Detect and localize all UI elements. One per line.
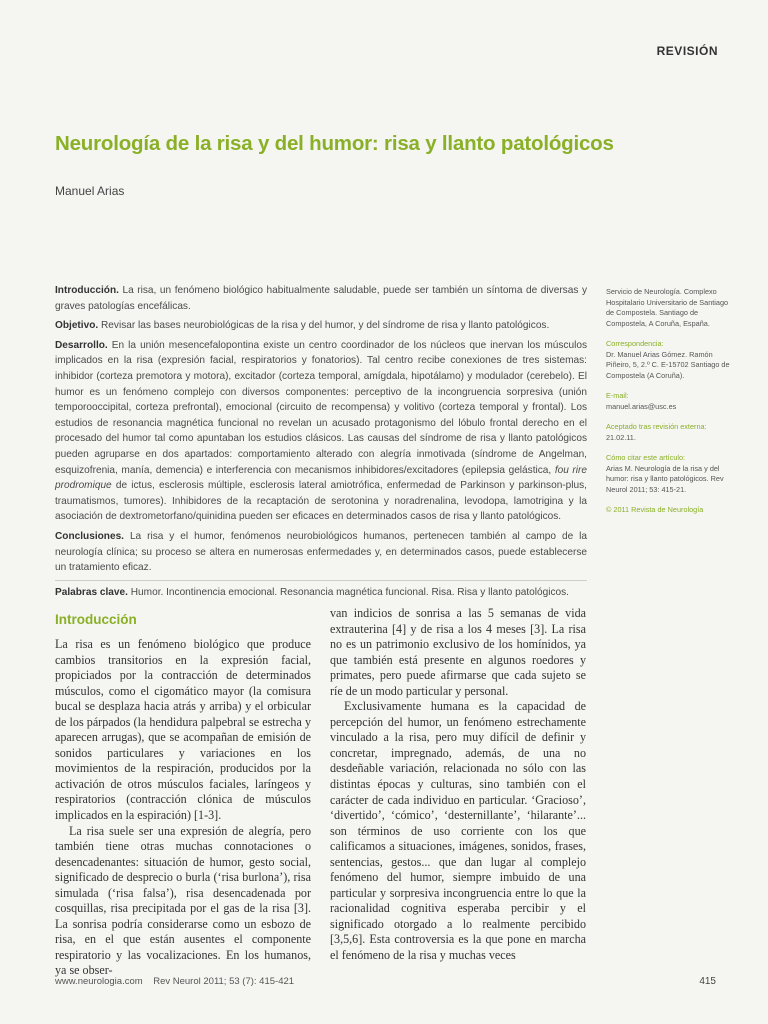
accepted-label: Aceptado tras revisión externa: (606, 422, 707, 431)
author-name: Manuel Arias (55, 184, 125, 198)
cite-text: Arias M. Neurología de la risa y del humor: risa y llanto patológicos. Rev Neurol 2011; 53: 415-21. (606, 463, 724, 494)
abstract-conclusions (55, 529, 587, 576)
email-link[interactable]: manuel.arias@usc.es (606, 401, 677, 411)
abstract-development (55, 338, 587, 525)
abstract-keywords (55, 580, 587, 601)
abstract-development-text-2: de ictus, esclerosis múltiple, esclerosis lateral amiotrófica, enfermedad de Parkinson y parkinson-plus, traumatismos, tumores). Inhibidores de la recaptación de serotonina y noradrenalina, levodopa, lamotrigina y la asociación de dextrometorfano/quinidina pueden ser eficaces en determinados casos de risa y llanto patológicos. (55, 480, 587, 523)
abstract-intro-label: Introducción. (55, 285, 119, 296)
abstract-development-text-1: En la unión mesencefalopontina existe un centro coordinador de los núcleos que inervan los músculos implicados en la risa (expresión facial, respiratorios y fonatorios). Tal centro recibe conexiones de tres sistemas: inhibidor (corteza premotora y motora), excitador (corteza temporal, amígdala, hipotálamo) y modulador (cerebelo). El humor es un fenómeno complejo con diversos componentes: perceptivo de la incongruencia sorpresiva (unión temporooccipital, corteza prefrontal), emocional (circuito de recompensa) y volitivo (corteza temporal y frontal). Los estudios de resonancia magnética funcional no revelan un acusado protagonismo del lóbulo frontal derecho en el procesado del humor tal como apuntaban los estudios clásicos. Las causas del síndrome de risa y llanto patológicos pueden agruparse en dos apartados: comportamiento alterado con alegría inmotivada (síndrome de Angelman, esquizofrenia, manía, demencia) e interferencia con mecanismos inhibidores/excitadores (epilepsia gelástica, (55, 339, 587, 476)
section-label: REVISIÓN (656, 44, 718, 58)
accepted-block (606, 422, 730, 443)
affiliation-text: Servicio de Neurología. Complexo Hospitalario Universitario de Santiago de Compostela. Santiago de Compostela, A Coruña, España. (606, 287, 729, 328)
abstract-conclusions-label: Conclusiones. (55, 530, 124, 542)
body-paragraph: Exclusivamente humana es la capacidad de percepción del humor, un fenómeno estrechamente vinculado a la risa, pero muy difícil de definir y concretar, impregnado, además, de una no desdeñable variación, relacionada no sólo con las distintas épocas y culturas, sino también con el carácter de cada individuo en particular. ‘Gracioso’, ‘divertido’, ‘cómico’, ‘desternillante’, ‘hilarante’... son términos de uso corriente con los que calificamos a situaciones, imágenes, sonidos, frases, sentencias, gestos... que dan lugar al complejo fenómeno del humor, siempre imbuido de una particular y sorpresiva incongruencia entre lo que la racionalidad cognitiva esperaba percibir y el significado otorgado a lo realmente percibido [3,5,6]. Esta controversia es la que pone en marcha el fenómeno de la risa y muchas veces (330, 699, 586, 963)
abstract-conclusions-text: La risa y el humor, fenómenos neurobiológicos humanos, pertenecen también al campo de la neurología clínica; su proceso se altera en numerosas enfermedades y, en determinados casos, puede establecerse un tratamiento eficaz. (55, 530, 587, 574)
correspondence-label: Correspondencia: (606, 339, 664, 348)
copyright-block (606, 505, 730, 516)
email-label: E-mail: (606, 391, 629, 400)
copyright-text: © 2011 Revista de Neurología (606, 505, 704, 514)
email-block (606, 391, 730, 412)
abstract-objective (55, 318, 587, 334)
cite-block (606, 453, 730, 495)
abstract-keywords-text: Humor. Incontinencia emocional. Resonancia magnética funcional. Risa. Risa y llanto patológicos. (130, 586, 569, 598)
body-column-right (330, 606, 586, 964)
correspondence-block (606, 339, 730, 381)
abstract (55, 283, 587, 604)
abstract-introduction (55, 283, 587, 314)
abstract-objective-label: Objetivo. (55, 320, 99, 332)
affiliation-block (606, 287, 730, 329)
page-footer (55, 976, 294, 987)
article-title: Neurología de la risa y del humor: risa y llanto patológicos (55, 132, 614, 155)
footer-site-link[interactable]: www.neurologia.com (55, 976, 143, 987)
abstract-objective-text: Revisar las bases neurobiológicas de la risa y del humor, y del síndrome de risa y llanto patológicos. (101, 320, 550, 332)
abstract-keywords-label: Palabras clave. (55, 586, 128, 598)
abstract-development-label: Desarrollo. (55, 339, 108, 351)
abstract-development-italic: fou rire prodromique (55, 464, 588, 492)
footer-citation: Rev Neurol 2011; 53 (7): 415-421 (153, 976, 295, 987)
correspondence-text: Dr. Manuel Arias Gómez. Ramón Piñeiro, 5, 2.º C. E-15702 Santiago de Compostela (A Coruña). (606, 349, 730, 380)
abstract-intro-text: La risa, un fenómeno biológico habitualmente saludable, puede ser también un síntoma de diversas y graves patologías encefálicas. (55, 285, 587, 312)
body-paragraph: La risa es un fenómeno biológico que produce cambios transitorios en la expresión facial, propiciados por la contracción de determinados músculos, como el cigomático mayor (la comisura bucal se desplaza hacia atrás y arriba) y el orbicular de los párpados (la hendidura palpebral se estrecha y aparecen arrugas), que se acompañan de emisión de sonidos particulares y variaciones en los movimientos de la respiración, producidos por la activación de otros músculos faciales, laríngeos y respiratorios (contracción clónica de músculos implicados en la espiración) [1-3]. (55, 637, 311, 823)
body-column-left (55, 612, 311, 979)
cite-label: Cómo citar este artículo: (606, 453, 686, 462)
accepted-date: 21.02.11. (606, 432, 636, 442)
introduction-heading: Introducción (55, 612, 137, 627)
article-sidebar (606, 287, 730, 526)
body-paragraph: La risa suele ser una expresión de alegría, pero también tiene otras muchas connotaciones o desencadenantes: situación de humor, gesto social, significado de desprecio o burla (‘risa burlona’), risa simulada (‘risa falsa’), risa desencadenada por cosquillas, risa precipitada por el gas de la risa [3]. La sonrisa podría considerarse como un esbozo de risa, en el que están ausentes el componente respiratorio y las vocalizaciones. En los humanos, ya se obser- (55, 823, 311, 978)
body-paragraph: van indicios de sonrisa a las 5 semanas de vida extrauterina [4] y de risa a los 4 meses [3]. La risa no es un patrimonio exclusivo de los homínidos, ya que también está presente en algunos roedores y primates, pero puede afirmarse que cada sujeto se ríe de un modo particular y personal. (330, 606, 586, 698)
page-number: 415 (699, 976, 716, 987)
